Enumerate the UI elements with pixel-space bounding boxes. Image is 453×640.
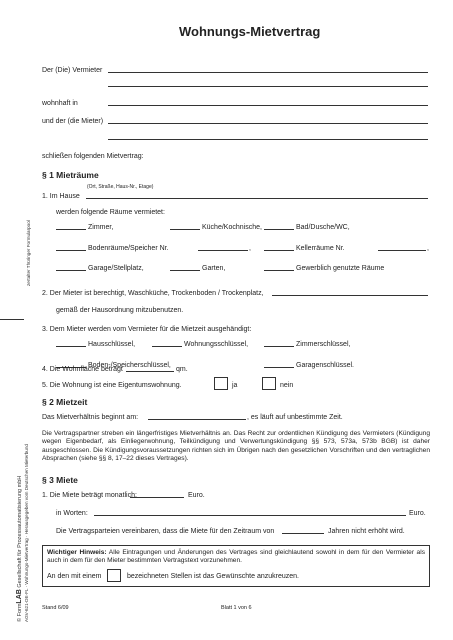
room-label: Garage/Stellplatz, bbox=[88, 265, 144, 272]
start-date-field[interactable] bbox=[148, 419, 246, 420]
yes-label: ja bbox=[232, 382, 238, 389]
no-increase-suffix: Jahren nicht erhöht wird. bbox=[328, 528, 405, 535]
section-2-heading: § 2 Mietzeit bbox=[42, 397, 88, 407]
attic-number-field[interactable] bbox=[198, 250, 248, 251]
rent-words-field[interactable] bbox=[94, 515, 406, 516]
term-paragraph: Die Vertragspartner streben ein längerfristiges Mietverhältnis an. Das Recht zur ordentlichen Kündigung des Vermieters (Kündigung wegen Eigenbedarf, als Einliegerwohnung, Teilkündigung und Verwertungskündigung §§ 573, 573a, 573b BGB) ist daher ausgeschlossen. Die Kündigungsvoraussetzungen richten sich im Übrigen nach den gesetzlichen Vorschriften und den vertraglichen Absprachen (siehe §§ 8, 17–22 dieses Vertrages). bbox=[42, 430, 430, 462]
key-label: Garagenschlüssel. bbox=[296, 362, 354, 369]
room-label: Zimmer, bbox=[88, 224, 114, 231]
s1-item1-label: 1. Im Hause bbox=[42, 193, 80, 200]
brand-logo: © FormLAB Gesellschaft für Prozessautomatisierung mbH bbox=[16, 475, 23, 622]
commercial-count-field[interactable] bbox=[264, 270, 294, 271]
years-field[interactable] bbox=[282, 533, 324, 534]
s1-item4a: 4. Die Wohnfläche beträgt bbox=[42, 366, 123, 373]
living-area-field[interactable] bbox=[126, 371, 174, 372]
s1-item2: 2. Der Mieter ist berechtigt, Waschküche, Trockenboden / Trockenplatz, bbox=[42, 290, 264, 297]
words-label: in Worten: bbox=[56, 510, 88, 517]
house-address-field[interactable] bbox=[86, 198, 428, 199]
start-suffix: , es läuft auf unbestimmte Zeit. bbox=[247, 414, 343, 421]
landlord-field-2[interactable] bbox=[108, 86, 428, 87]
words-unit: Euro. bbox=[409, 510, 426, 517]
key-label: Hausschlüssel, bbox=[88, 341, 136, 348]
tenant-field-2[interactable] bbox=[108, 139, 428, 140]
section-3-heading: § 3 Miete bbox=[42, 475, 78, 485]
bath-count-field[interactable] bbox=[264, 229, 294, 230]
condo-no-checkbox[interactable] bbox=[262, 377, 276, 390]
shared-rooms-field[interactable] bbox=[272, 295, 428, 296]
rooms-count-field[interactable] bbox=[56, 229, 86, 230]
key-label: Boden-/Speicherschlüssel, bbox=[88, 362, 171, 369]
room-label: Küche/Kochnische, bbox=[202, 224, 262, 231]
room-label: , bbox=[427, 245, 429, 252]
no-increase-text: Die Vertragsparteien vereinbaren, dass die Miete für den Zeitraum von bbox=[56, 528, 275, 535]
no-label: nein bbox=[280, 382, 294, 389]
residing-label: wohnhaft in bbox=[42, 100, 78, 107]
room-label: , bbox=[249, 245, 251, 252]
garage-count-field[interactable] bbox=[56, 270, 86, 271]
page-number: Blatt 1 von 6 bbox=[221, 605, 252, 611]
cellar-count-field[interactable] bbox=[264, 250, 294, 251]
room-label: Bad/Dusche/WC, bbox=[296, 224, 350, 231]
landlord-field[interactable] bbox=[108, 72, 428, 73]
key-label: Wohnungsschlüssel, bbox=[184, 341, 249, 348]
important-notice bbox=[42, 545, 430, 587]
cellar-number-field[interactable] bbox=[378, 250, 426, 251]
concluded-text: schließen folgenden Mietvertrag: bbox=[42, 153, 144, 160]
s1-item3: 3. Dem Mieter werden vom Vermieter für die Mietzeit ausgehändigt: bbox=[42, 326, 252, 333]
garden-count-field[interactable] bbox=[170, 270, 200, 271]
kitchen-count-field[interactable] bbox=[170, 229, 200, 230]
room-label: Garten, bbox=[202, 265, 226, 272]
page-title: Wohnungs-Mietvertrag bbox=[179, 24, 321, 39]
section-1-heading: § 1 Mieträume bbox=[42, 170, 99, 180]
order-number: AGV-621-DE-FL · Wohnungs-Mietvertrag · Herausgegeben vom Deutschen Mieterbund bbox=[24, 444, 29, 622]
tenant-field[interactable] bbox=[108, 123, 428, 124]
residing-field[interactable] bbox=[108, 105, 428, 106]
room-keys-field[interactable] bbox=[264, 346, 294, 347]
landlord-label: Der (Die) Vermieter bbox=[42, 67, 103, 74]
start-label: Das Mietverhältnis beginnt am: bbox=[42, 414, 139, 421]
room-label: Kellerräume Nr. bbox=[296, 245, 345, 252]
rent-unit: Euro. bbox=[188, 492, 205, 499]
garage-keys-field[interactable] bbox=[264, 367, 294, 368]
address-hint: (Ort, Straße, Haus-Nr., Etage) bbox=[87, 184, 154, 190]
s1-item5: 5. Die Wohnung ist eine Eigentumswohnung. bbox=[42, 382, 182, 389]
notice-text: Wichtiger Hinweis: Alle Eintragungen und Änderungen des Vertrages sind gleichlautend sowohl in dem für den Vermieter als auch in dem für den Mieter bestimmten Vertragstext vorzunehmen. bbox=[47, 549, 425, 565]
room-label: Bodenräume/Speicher Nr. bbox=[88, 245, 169, 252]
rooms-intro: werden folgende Räume vermietet: bbox=[56, 209, 165, 216]
house-keys-field[interactable] bbox=[56, 346, 86, 347]
key-label: Zimmerschlüssel, bbox=[296, 341, 351, 348]
mark-example-box bbox=[107, 569, 121, 582]
rent-amount-field[interactable] bbox=[130, 497, 184, 498]
condo-yes-checkbox[interactable] bbox=[214, 377, 228, 390]
mark-suffix: bezeichneten Stellen ist das Gewünschte anzukreuzen. bbox=[127, 573, 299, 580]
stand-date: Stand 6/09 bbox=[42, 605, 69, 611]
rent-label: 1. Die Miete beträgt monatlich: bbox=[42, 492, 137, 499]
attic-count-field[interactable] bbox=[56, 250, 86, 251]
sidebar-pool-text: zertalter Thüringer Formularpool bbox=[26, 220, 31, 286]
sqm-unit: qm. bbox=[176, 366, 188, 373]
room-label: Gewerblich genutzte Räume bbox=[296, 265, 385, 272]
tenant-label: und der (die Mieter) bbox=[42, 118, 104, 125]
flat-keys-field[interactable] bbox=[152, 346, 182, 347]
mark-label: An den mit einem bbox=[47, 573, 102, 580]
s1-item2b: gemäß der Hausordnung mitzubenutzen. bbox=[56, 307, 184, 314]
fold-mark bbox=[0, 319, 24, 320]
